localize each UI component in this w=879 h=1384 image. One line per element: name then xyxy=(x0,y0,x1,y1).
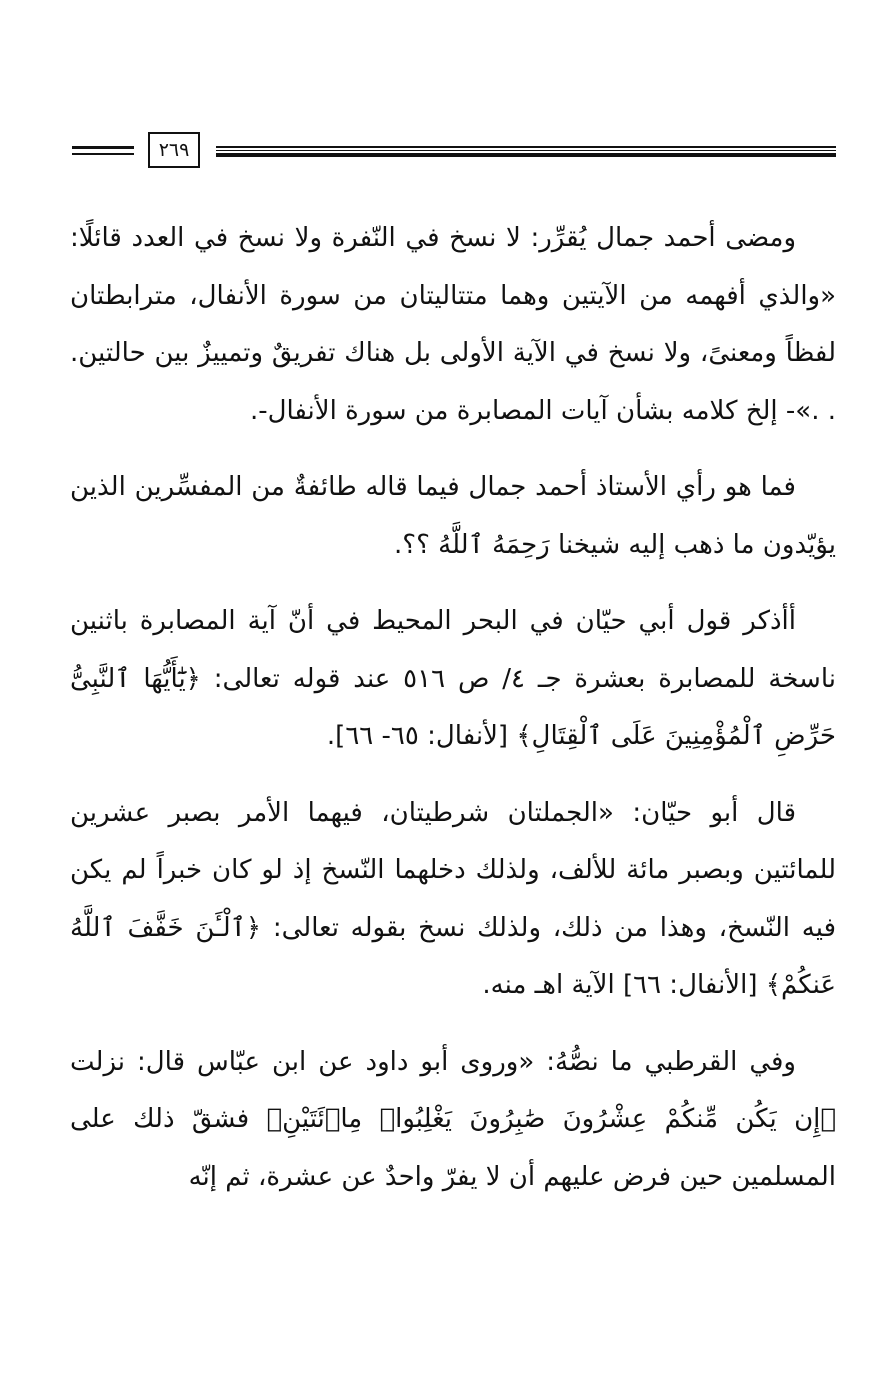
header-rule-long xyxy=(216,146,836,157)
header-rule-short xyxy=(72,146,134,155)
page-header xyxy=(72,132,836,172)
paragraph-qurtubi: وفي القرطبي ما نصُّهُ: «وروى أبو داود عن ابن عبّاس قال: نزلت ﴿إِن يَكُن مِّنكُمْ عِشْرُونَ صَٰبِرُونَ يَغْلِبُوا۟ مِا۟ئَتَيْنِ﴾ فشقّ ذلك على المسلمين حين فرض عليهم أن لا يفرّ واحدٌ عن عشرة، ثم إنّه xyxy=(70,1046,836,1192)
page-number: ٢٦٩ xyxy=(148,132,200,168)
paragraph-abu-hayyan-quote: قال أبو حيّان: «الجملتان شرطيتان، فيهما الأمر بصبر عشرين للمائتين وبصبر مائة للألف، ولذلك دخلهما النّسخ إذ لو كان خبراً لم يكن فيه النّسخ، وهذا من ذلك، ولذلك نسخ بقوله تعالى: ﴿ٱلْـَٔنَ خَفَّفَ ٱللَّهُ عَنكُمْ﴾ [الأنفال: ٦٦] الآية اهـ منه. xyxy=(70,797,836,1000)
paragraph-ahmad-jamal: ومضى أحمد جمال يُقرِّر: لا نسخ في النّفرة ولا نسخ في العدد قائلًا: «والذي أفهمه من الآيتين وهما متتاليتان من سورة الأنفال، مترابطتان لفظاً ومعنىً، ولا نسخ في الآية الأولى بل هناك تفريقٌ وتمييزٌ بين حالتين. . .»- إلخ كلامه بشأن آيات المصابرة من سورة الأنفال-. xyxy=(70,223,836,426)
paragraph-question: فما هو رأي الأستاذ أحمد جمال فيما قاله طائفةٌ من المفسِّرين الذين يؤيّدون ما ذهب إليه شيخنا رَحِمَهُ ٱللَّهُ ؟؟. xyxy=(70,472,836,560)
paragraph-abu-hayyan-reference: أأذكر قول أبي حيّان في البحر المحيط في أنّ آية المصابرة باثنين ناسخة للمصابرة بعشرة جـ ٤/ ص ٥١٦ عند قوله تعالى: ﴿يَٰٓأَيُّهَا ٱلنَّبِىُّ حَرِّضِ ٱلْمُؤْمِنِينَ عَلَى ٱلْقِتَالِ﴾ [لأنفال: ٦٥- ٦٦]. xyxy=(70,606,836,751)
page-body xyxy=(70,210,836,1225)
